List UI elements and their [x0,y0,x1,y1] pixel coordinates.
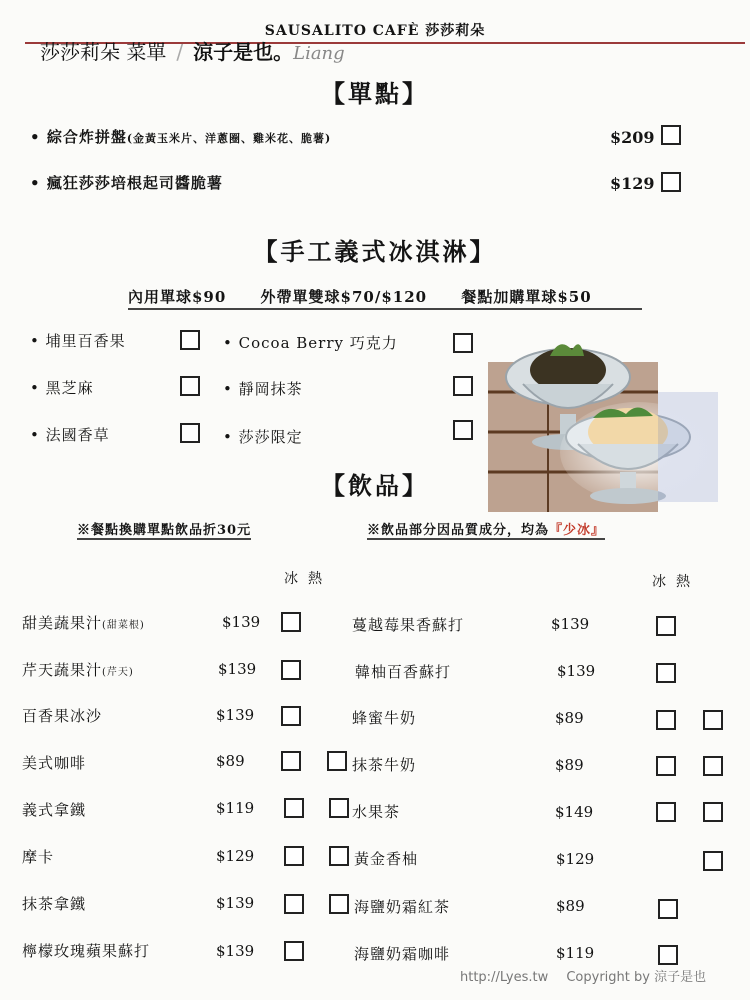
watermark-signature: Liang [293,43,345,64]
drink-price: $119 [556,944,595,962]
pricing-takeout: 外帶單雙球$70/$120 [260,288,428,306]
hot-checkbox[interactable] [329,798,349,818]
col-head-ice-hot: 冰熱 [284,571,332,587]
hot-checkbox[interactable] [703,802,723,822]
drink-item: 百香果冰沙 [22,707,103,725]
drinks-note-discount: ※餐點換購單點飲品折30元 [77,519,251,540]
flavor-checkbox[interactable] [180,423,200,443]
drink-price: $149 [555,803,594,821]
watermark-title [40,36,345,65]
flavor-item: • 黑芝麻 [30,379,94,397]
flavor-checkbox[interactable] [180,376,200,396]
ice-checkbox[interactable] [281,612,301,632]
drink-price: $139 [216,942,255,960]
drink-price: $139 [216,706,255,724]
col-head-ice-hot: 冰熱 [652,574,700,590]
hot-checkbox[interactable] [703,710,723,730]
drink-item: 黃金香柚 [354,850,419,868]
drink-item: 蜂蜜牛奶 [352,709,417,727]
menu-item: • 綜合炸拼盤(金黃玉米片、洋蔥圈、雞米花、脆薯) [30,128,332,146]
menu-item: • 瘋狂莎莎培根起司醬脆薯 [30,174,223,192]
drink-price: $139 [216,894,255,912]
pricing-dine-in: 內用單球$90 [128,288,227,306]
drink-price: $129 [216,847,255,865]
hot-checkbox[interactable] [329,894,349,914]
ice-checkbox[interactable] [658,899,678,919]
ice-checkbox[interactable] [656,756,676,776]
section-title-drinks: 【飲品】 [321,471,429,500]
drink-item: 美式咖啡 [22,754,87,772]
hot-checkbox[interactable] [703,851,723,871]
flavor-checkbox[interactable] [453,376,473,396]
hot-checkbox[interactable] [329,846,349,866]
drink-price: $139 [218,660,257,678]
hot-checkbox[interactable] [327,751,347,771]
ice-checkbox[interactable] [284,941,304,961]
drink-item: 海鹽奶霜咖啡 [354,945,451,963]
drink-price: $139 [557,662,596,680]
brand-header: SAUSALITO CAFÈ 莎莎莉朵 [264,23,486,39]
item-name: 綜合炸拼盤 [46,128,127,146]
ice-checkbox[interactable] [284,894,304,914]
drink-price: $139 [222,613,261,631]
drink-price: $89 [556,897,585,915]
watermark-author: 涼子是也。 [193,40,294,64]
ice-checkbox[interactable] [284,846,304,866]
flavor-item: • 靜岡抹茶 [223,380,303,398]
ice-checkbox[interactable] [656,710,676,730]
hot-checkbox[interactable] [703,756,723,776]
ice-checkbox[interactable] [658,945,678,965]
drink-item: 韓柚百香蘇打 [355,663,452,681]
drink-item: 摩卡 [22,848,55,866]
ice-checkbox[interactable] [656,616,676,636]
drink-item: 抹茶牛奶 [352,756,417,774]
flavor-checkbox[interactable] [180,330,200,350]
drink-price: $129 [556,850,595,868]
item-price: $129 [610,174,655,193]
drink-item: 檸檬玫瑰蘋果蘇打 [22,942,151,960]
drink-item: 蔓越莓果香蘇打 [352,616,465,634]
drink-item: 芹天蔬果汁(芹天) [22,661,134,679]
drink-item: 義式拿鐵 [22,801,87,819]
footer-watermark [460,966,706,985]
pricing-addon: 餐點加購單球$50 [461,288,592,306]
order-checkbox[interactable] [661,172,681,192]
item-detail: (金黃玉米片、洋蔥圈、雞米花、脆薯) [126,132,332,145]
item-price: $209 [610,128,655,147]
drink-item: 抹茶拿鐵 [22,895,87,913]
ice-checkbox[interactable] [656,663,676,683]
drink-item: 甜美蔬果汁(甜菜根) [22,614,145,632]
drink-item: 海鹽奶霜紅茶 [354,898,451,916]
flavor-item: • 埔里百香果 [30,332,126,350]
drink-price: $89 [555,709,584,727]
ice-checkbox[interactable] [284,798,304,818]
drink-item: 水果茶 [352,803,401,821]
drink-price: $139 [551,615,590,633]
footer-copyright: Copyright by 涼子是也 [566,970,707,985]
icecream-pricing [128,286,642,310]
drinks-note-less-ice: ※飲品部分因品質成分，均為『少冰』 [367,519,605,540]
ice-checkbox[interactable] [281,706,301,726]
ice-checkbox[interactable] [656,802,676,822]
watermark-menu-title: 莎莎莉朵 菜單 [40,40,167,64]
ice-checkbox[interactable] [281,660,301,680]
drink-price: $89 [216,752,245,770]
flavor-item: • 莎莎限定 [223,428,303,446]
drink-price: $89 [555,756,584,774]
flavor-item: • Cocoa Berry 巧克力 [223,334,398,352]
watermark-separator: / [176,40,184,64]
drink-price: $119 [216,799,255,817]
flavor-checkbox[interactable] [453,420,473,440]
item-name: 瘋狂莎莎培根起司醬脆薯 [46,174,223,192]
section-title-single: 【單點】 [321,79,429,108]
flavor-item: • 法國香草 [30,426,110,444]
section-title-icecream: 【手工義式冰淇淋】 [253,237,497,266]
order-checkbox[interactable] [661,125,681,145]
ice-checkbox[interactable] [281,751,301,771]
flavor-checkbox[interactable] [453,333,473,353]
footer-url: http://Lyes.tw [460,970,549,985]
